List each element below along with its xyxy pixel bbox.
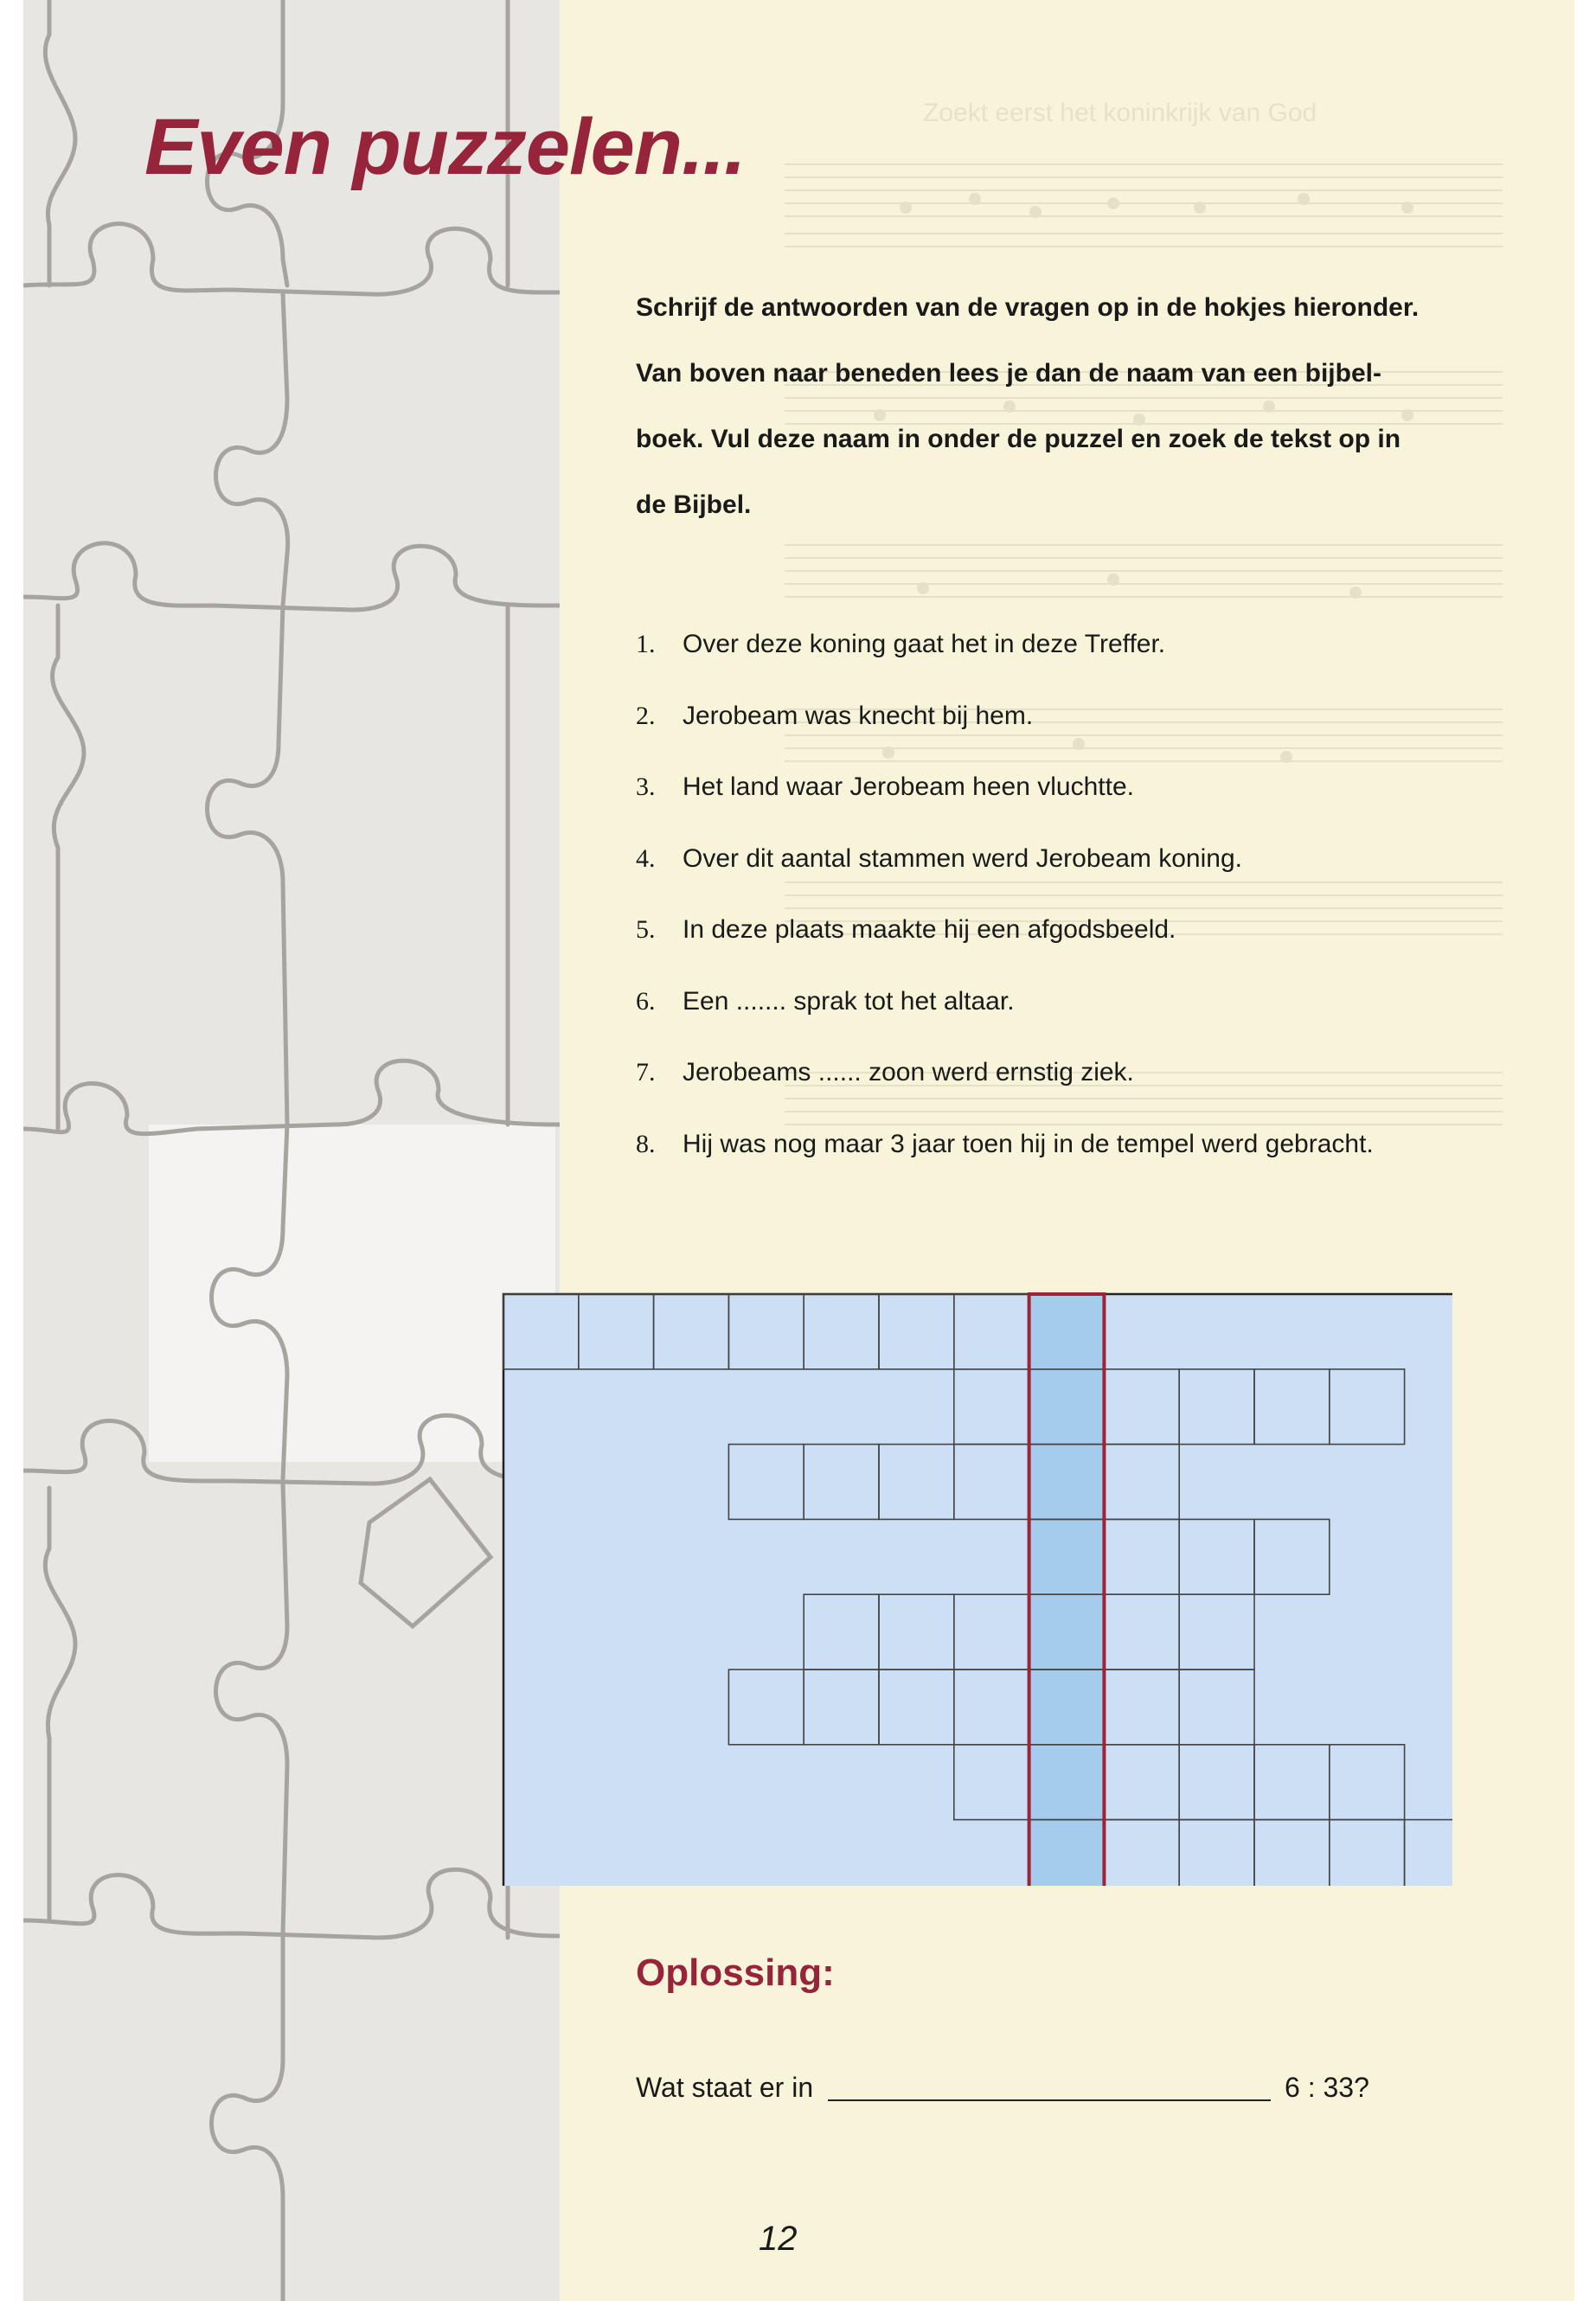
question-number: 6.: [636, 986, 656, 1016]
question-item: [636, 982, 1374, 1054]
question-number: 8.: [636, 1129, 656, 1158]
question-number: 4.: [636, 843, 656, 873]
question-list: [636, 625, 1374, 1195]
question-number: 2.: [636, 701, 656, 730]
answer-prompt: Wat staat er in: [636, 2072, 814, 2103]
answer-line: [636, 2072, 1414, 2115]
intro-line: Schrijf de antwoorden van de vragen op in de hokjes hieronder.: [636, 293, 1420, 322]
intro-line: boek. Vul deze naam in onder de puzzel en zoek de tekst op in: [636, 425, 1401, 453]
grid-frame: [503, 1294, 1452, 1886]
question-number: 5.: [636, 915, 656, 944]
solution-heading: Oplossing:: [636, 1952, 835, 1994]
intro-line: Van boven naar beneden lees je dan de naam van een bijbel-: [636, 359, 1381, 388]
question-item: [636, 1053, 1374, 1125]
page: [23, 0, 1574, 2301]
solution-column-fill: [1029, 1294, 1105, 1886]
question-item: [636, 767, 1374, 839]
question-item: [636, 625, 1374, 696]
answer-reference: 6 : 33?: [1285, 2072, 1369, 2103]
page-title: Even puzzelen...: [144, 103, 746, 191]
question-text: Over dit aantal stammen werd Jerobeam koning.: [683, 843, 1242, 873]
question-text: Een ....... sprak tot het altaar.: [683, 986, 1015, 1016]
page-number: 12: [759, 2220, 798, 2258]
question-number: 1.: [636, 630, 656, 658]
question-text: Hij was nog maar 3 jaar toen hij in de tempel werd gebracht.: [683, 1129, 1374, 1158]
intro-line: de Bijbel.: [636, 490, 752, 519]
question-text: Jerobeam was knecht bij hem.: [683, 701, 1034, 730]
question-text: Jerobeams ...... zoon werd ernstig ziek.: [683, 1058, 1134, 1086]
intro-text: [636, 275, 1518, 538]
question-number: 3.: [636, 772, 656, 801]
question-text: Het land waar Jerobeam heen vluchtte.: [683, 772, 1134, 801]
answer-blank-field[interactable]: [828, 2099, 1271, 2101]
question-item: [636, 1125, 1374, 1196]
question-item: [636, 910, 1374, 982]
puzzle-pieces-background: [23, 0, 560, 2301]
crossword-grid[interactable]: [473, 1280, 1452, 1886]
question-item: [636, 839, 1374, 911]
question-text: Over deze koning gaat het in deze Treffer.: [683, 630, 1166, 658]
question-number: 7.: [636, 1058, 656, 1086]
question-text: In deze plaats maakte hij een afgodsbeeld.: [683, 915, 1176, 944]
sheet-music-title: Zoekt eerst het koninkrijk van God: [923, 99, 1317, 127]
question-item: [636, 696, 1374, 768]
